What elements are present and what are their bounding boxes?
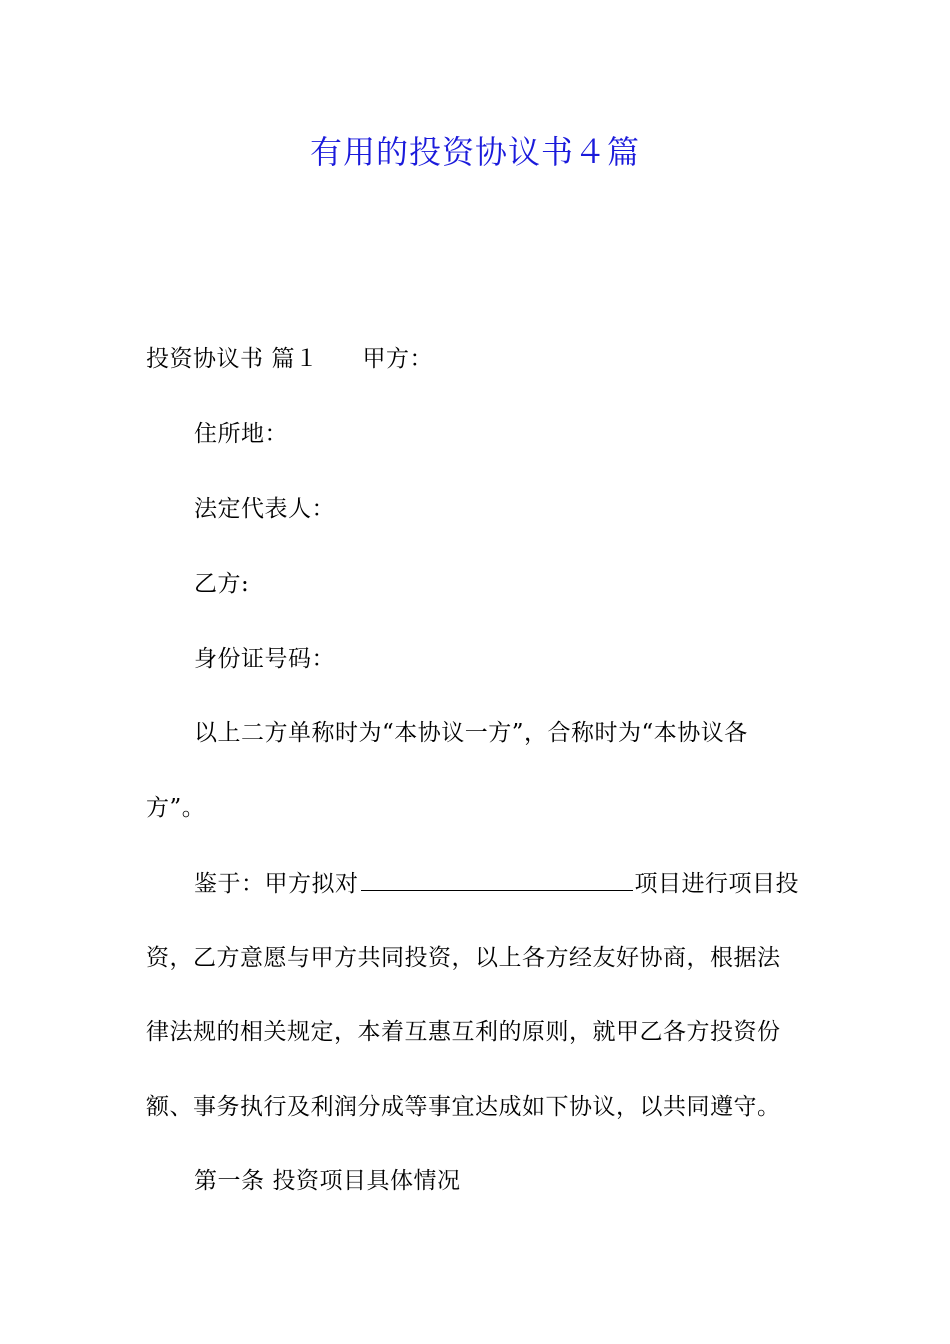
paragraph-2-line-3: 律法规的相关规定，本着互惠互利的原则，就甲乙各方投资份 <box>146 1019 781 1045</box>
party-b-label: 乙方: <box>194 571 250 597</box>
id-number-label: 身份证号码： <box>194 646 335 672</box>
section-number: 篇１ <box>271 346 319 372</box>
legal-rep-label: 法定代表人： <box>194 496 335 522</box>
article-1-number: 第一条 <box>194 1168 265 1194</box>
paragraph-2-start: 鉴于：甲方拟对 <box>194 871 359 897</box>
paragraph-2-end: 项目进行项目投 <box>634 871 799 897</box>
paragraph-2-line-4: 额、事务执行及利润分成等事宜达成如下协议，以共同遵守。 <box>146 1094 781 1120</box>
paragraph-2-line-2: 资，乙方意愿与甲方共同投资，以上各方经友好协商，根据法 <box>146 945 781 971</box>
section-heading-line <box>146 344 433 374</box>
document-title: 有用的投资协议书４篇 <box>309 133 640 171</box>
article-1-heading <box>194 1166 461 1196</box>
paragraph-2-line-1 <box>194 868 799 899</box>
paragraph-1-line-2: 方”。 <box>146 795 206 821</box>
address-label: 住所地： <box>194 421 288 447</box>
project-name-blank <box>361 868 633 891</box>
section-label: 投资协议书 <box>146 346 264 372</box>
party-a-label: 甲方： <box>362 346 433 372</box>
paragraph-1-line-1: 以上二方单称时为“本协议一方”，合称时为“本协议各 <box>194 720 748 746</box>
article-1-title: 投资项目具体情况 <box>272 1168 461 1194</box>
